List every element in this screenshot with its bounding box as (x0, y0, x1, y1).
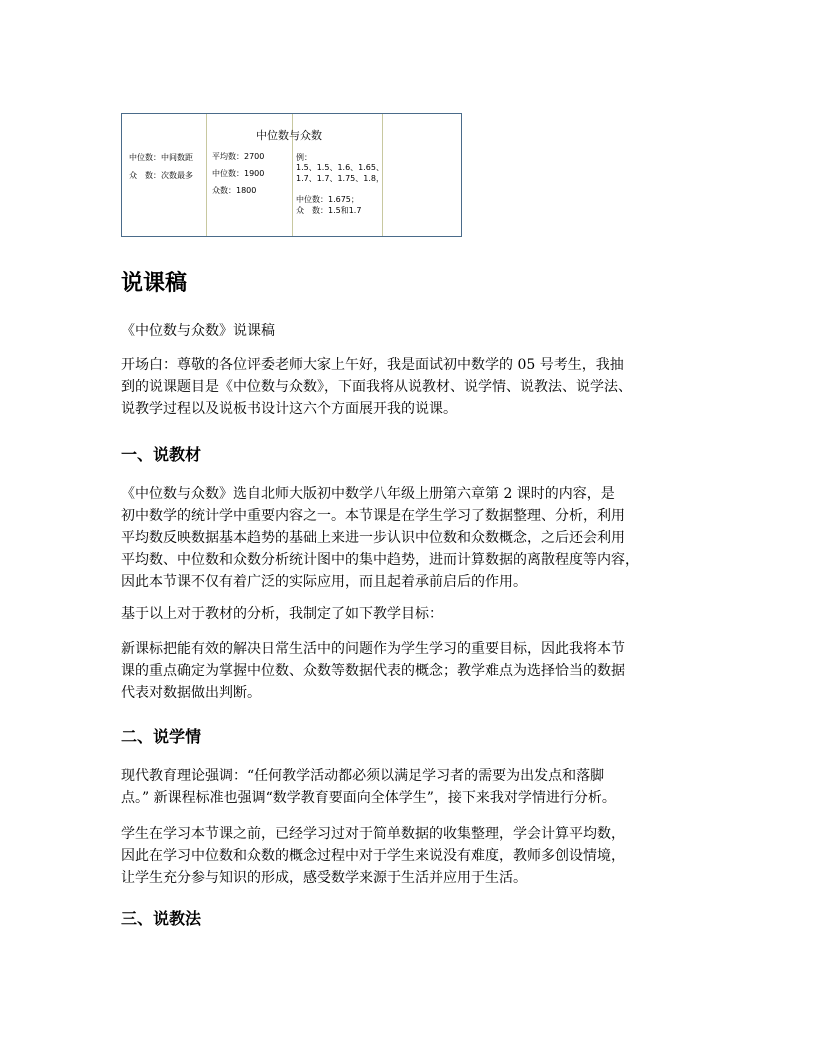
blackboard-design-figure (121, 113, 462, 237)
board-title: 中位数与众数 (256, 129, 322, 142)
textbook-paragraph-3: 新课标把能有效的解决日常生活中的问题作为学生学习的重要目标，因此我将本节 课的重点确定为掌握中位数、众数等数据代表的概念；教学难点为选择恰当的数据 代表对数据做出判断。 (121, 641, 625, 701)
board-example-data: 1.7、1.7、1.75、1.8， (296, 174, 384, 183)
section-heading-students: 二、说学情 (121, 727, 202, 746)
board-example-median: 中位数：1.675； (296, 195, 359, 204)
textbook-paragraph-2: 基于以上对于教材的分析，我制定了如下教学目标： (121, 606, 443, 622)
board-median-value: 中位数：1900 (212, 169, 265, 178)
textbook-paragraph-1: 《中位数与众数》选自北师大版初中数学八年级上册第六章第 2 课时的内容，是 初中数学的统计学中重要内容之一。本节课是在学生学习了数据整理、分析，利用 平均数反映数据基本趋势的基础上来进一步认识中位数和众数概念，之后还会利用 平均数、中位数和众数分析统计图中的集中趋势，进而计算数据的离散程度等内容， 因此本节课不仅有着广泛的实际应用，而且起着承前启后的作用。 (121, 486, 639, 590)
students-paragraph-2: 学生在学习本节课之前，已经学习过对于简单数据的收集整理，学会计算平均数， 因此在学习中位数和众数的概念过程中对于学生来说没有难度，教师多创设情境， 让学生充分参与知识的形成，感受数学来源于生活并应用于生活。 (121, 826, 625, 886)
board-mode-value: 众数：1800 (212, 186, 257, 195)
doc-subtitle: 《中位数与众数》说课稿 (121, 323, 275, 339)
board-column-divider (206, 114, 207, 236)
section-heading-teaching-method: 三、说教法 (121, 909, 202, 928)
board-definition-mode: 众 数：次数最多 (129, 171, 193, 180)
section-heading-textbook: 一、说教材 (121, 445, 202, 464)
page-title: 说课稿 (121, 271, 188, 296)
board-example-label: 例： (296, 153, 312, 162)
board-example-data: 1.5、1.5、1.6、1.65、 (296, 163, 384, 172)
board-mean-value: 平均数：2700 (212, 152, 265, 161)
board-example-mode: 众 数：1.5和1.7 (296, 206, 362, 215)
opening-paragraph: 开场白：尊敬的各位评委老师大家上午好，我是面试初中数学的 05 号考生，我抽 到的说课题目是《中位数与众数》，下面我将从说教材、说学情、说教法、说学法、 说教学过程以及说板书设计这六个方面展开我的说课。 (121, 357, 632, 417)
board-definition-median: 中位数：中间数距 (129, 153, 193, 162)
students-paragraph-1: 现代教育理论强调：“任何教学活动都必须以满足学习者的需要为出发点和落脚 点。” 新课程标准也强调“数学教育要面向全体学生”，接下来我对学情进行分析。 (121, 768, 616, 806)
